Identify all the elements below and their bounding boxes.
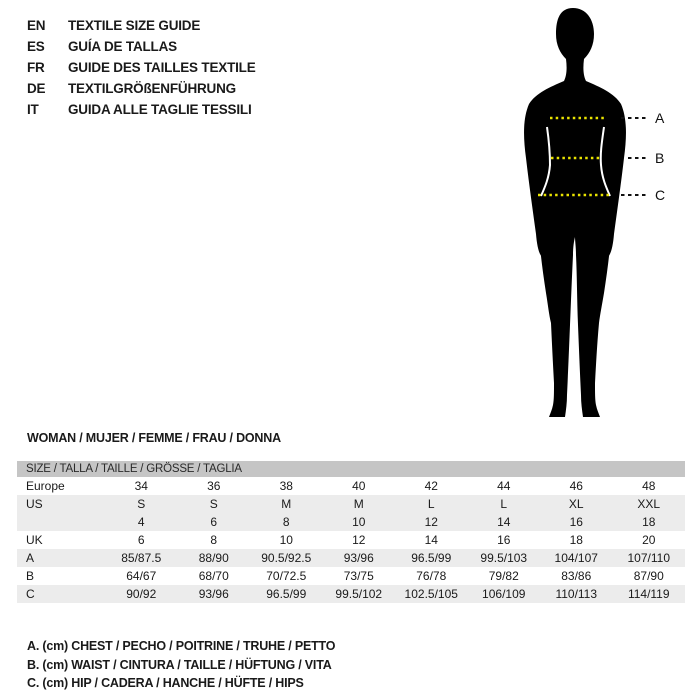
table-cell: 93/96	[343, 551, 374, 565]
marker-label-waist: B	[655, 150, 665, 166]
table-cell: L	[500, 497, 508, 511]
table-cell: S	[137, 497, 146, 511]
table-row	[17, 513, 685, 531]
table-cell: 36	[207, 479, 221, 493]
table-cell: 4	[137, 515, 145, 529]
table-cell: 99.5/102	[335, 587, 383, 601]
table-cell: S	[209, 497, 218, 511]
table-cell: 90.5/92.5	[261, 551, 312, 565]
table-cell: 8	[210, 533, 218, 547]
table-cell: 6	[210, 515, 218, 529]
lang-title: GUÍA DE TALLAS	[68, 39, 177, 54]
table-cell: 110/113	[555, 587, 598, 601]
table-cell: 104/107	[554, 551, 598, 565]
lang-code: DE	[27, 81, 46, 96]
measurement-legend	[27, 637, 335, 693]
table-cell: 18	[569, 533, 583, 547]
lang-code: ES	[27, 39, 45, 54]
table-cell: 14	[497, 515, 511, 529]
language-title-list	[27, 15, 256, 120]
table-row-label: C	[26, 587, 35, 601]
table-cell: 46	[569, 479, 583, 493]
table-cell: 40	[352, 479, 366, 493]
body-measurement-figure	[478, 5, 690, 425]
woman-silhouette	[524, 8, 626, 417]
table-cell: 70/72.5	[266, 569, 307, 583]
size-table-header: SIZE / TALLA / TAILLE / GRÖSSE / TAGLIA	[17, 461, 685, 477]
size-table	[17, 461, 685, 603]
table-cell: 93/96	[198, 587, 229, 601]
table-cell: L	[427, 497, 435, 511]
table-cell: 107/110	[627, 551, 670, 565]
table-cell: 16	[569, 515, 583, 529]
table-cell: 96.5/99	[411, 551, 452, 565]
table-cell: 64/67	[126, 569, 157, 583]
lang-code: IT	[27, 102, 39, 117]
table-cell: 85/87.5	[121, 551, 162, 565]
table-cell: 99.5/103	[480, 551, 528, 565]
table-cell: 10	[352, 515, 366, 529]
legend-line-hip: C. (cm) HIP / CADERA / HANCHE / HÜFTE / HIPS	[27, 676, 304, 690]
table-cell: 20	[642, 533, 656, 547]
lang-code: EN	[27, 18, 46, 33]
table-cell: 12	[352, 533, 366, 547]
table-row	[17, 477, 685, 495]
table-cell: 44	[497, 479, 511, 493]
legend-line-waist: B. (cm) WAIST / CINTURA / TAILLE / HÜFTUNG / VITA	[27, 657, 332, 672]
table-row-label: US	[26, 497, 43, 511]
table-cell: 16	[497, 533, 511, 547]
marker-label-chest: A	[655, 110, 665, 126]
lang-title: TEXTILGRÖßENFÜHRUNG	[68, 81, 236, 96]
lang-code: FR	[27, 60, 45, 75]
table-cell: 102.5/105	[404, 587, 458, 601]
table-row-label: A	[26, 551, 35, 565]
table-cell: 76/78	[416, 569, 447, 583]
table-cell: 96.5/99	[266, 587, 307, 601]
lang-title: GUIDE DES TAILLES TEXTILE	[68, 60, 256, 75]
table-cell: 68/70	[198, 569, 229, 583]
table-cell: 48	[642, 479, 656, 493]
table-cell: 79/82	[488, 569, 519, 583]
table-cell: 12	[424, 515, 438, 529]
table-row-label: B	[26, 569, 35, 583]
table-cell: XL	[568, 497, 584, 511]
table-cell: 90/92	[126, 587, 157, 601]
table-cell: 6	[137, 533, 145, 547]
lang-title: GUIDA ALLE TAGLIE TESSILI	[68, 102, 252, 117]
table-row-label: UK	[26, 533, 43, 547]
table-cell: 88/90	[198, 551, 229, 565]
table-cell: 114/119	[627, 587, 670, 601]
table-cell: XXL	[637, 497, 661, 511]
table-cell: 14	[424, 533, 438, 547]
marker-label-hip: C	[655, 187, 666, 203]
table-cell: 83/86	[561, 569, 592, 583]
table-row-label	[17, 513, 105, 531]
lang-title: TEXTILE SIZE GUIDE	[68, 18, 201, 33]
size-table-rows	[17, 477, 685, 603]
table-cell: 34	[134, 479, 148, 493]
table-row	[17, 585, 685, 603]
table-cell: M	[353, 497, 364, 511]
table-cell: 38	[279, 479, 293, 493]
table-row	[17, 549, 685, 567]
table-cell: M	[281, 497, 292, 511]
gender-heading: WOMAN / MUJER / FEMME / FRAU / DONNA	[27, 431, 281, 445]
legend-line-chest: A. (cm) CHEST / PECHO / POITRINE / TRUHE / PETTO	[27, 639, 336, 653]
table-cell: 8	[282, 515, 290, 529]
table-cell: 18	[642, 515, 656, 529]
table-row	[17, 495, 685, 513]
table-row	[17, 531, 685, 549]
table-cell: 87/90	[633, 569, 664, 583]
table-row-label: Europe	[26, 479, 65, 493]
table-cell: 42	[424, 479, 438, 493]
table-row	[17, 567, 685, 585]
table-cell: 106/109	[482, 587, 526, 601]
table-cell: 73/75	[343, 569, 374, 583]
table-cell: 10	[279, 533, 293, 547]
